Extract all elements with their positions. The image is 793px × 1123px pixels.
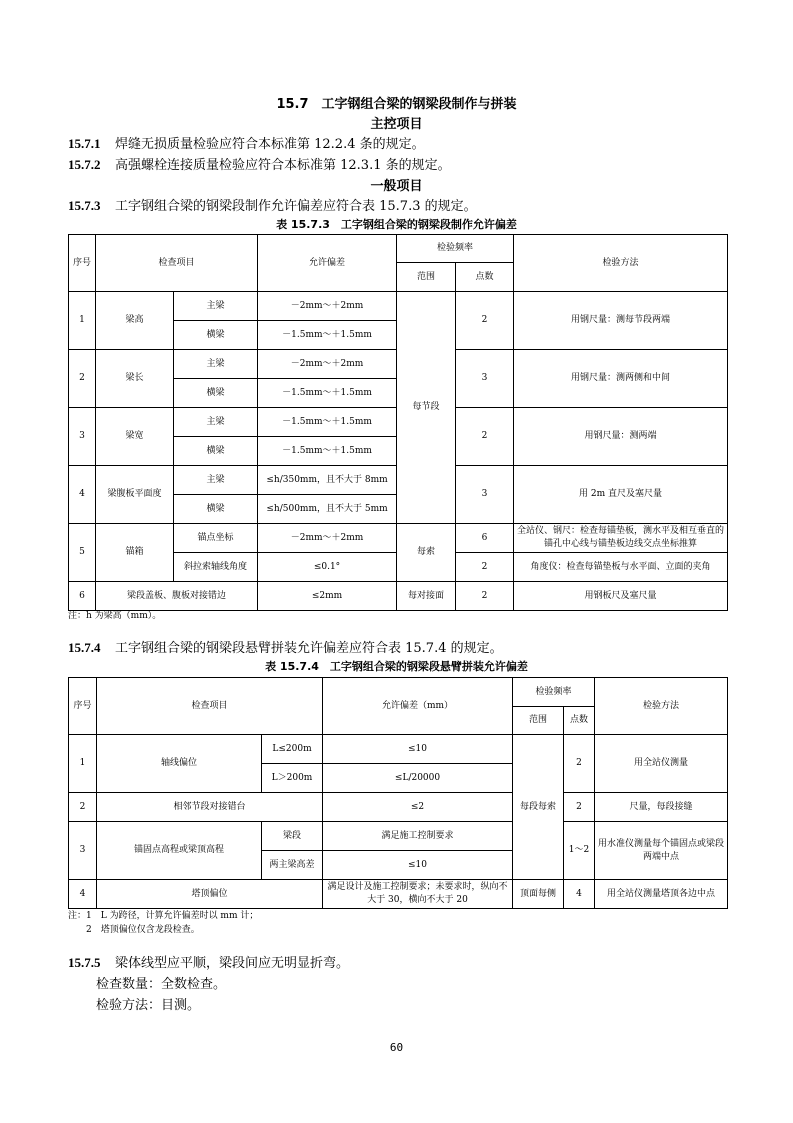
clause-number: 15.7.4: [68, 640, 101, 655]
clause-15-7-3: [68, 195, 477, 214]
cell-subitem: 横梁: [174, 321, 258, 350]
cell-range: 每索: [397, 524, 456, 582]
cell-item: 锚固点高程或梁顶高程: [97, 822, 262, 880]
cell-points: 2: [564, 793, 595, 822]
cell-subitem: 两主梁高差: [262, 851, 323, 880]
cell-points: 4: [564, 880, 595, 909]
cell-item: 塔顶偏位: [97, 880, 323, 909]
cell-method: 用钢尺量：测两端: [514, 408, 728, 466]
cell-subitem: 横梁: [174, 495, 258, 524]
cell-subitem: 主梁: [174, 466, 258, 495]
cell-method: 用钢尺量：测两侧和中间: [514, 350, 728, 408]
cell-method: 全站仪、钢尺：检查每锚垫板，测水平及相互垂直的锚孔中心线与锚垫板边线交点坐标推算: [514, 524, 728, 553]
cell-points: 2: [564, 735, 595, 793]
inspection-quantity: 检查数量：全数检查。: [96, 977, 227, 992]
table-15-7-4-note-1: 注：1 L 为跨径，计算允许偏差时以 mm 计；: [68, 911, 259, 921]
header-seq: 序号: [69, 235, 96, 292]
cell-method: 用 2m 直尺及塞尺量: [514, 466, 728, 524]
header-points: 点数: [564, 707, 595, 735]
cell-range: 每对接面: [397, 582, 456, 611]
clause-text: 梁体线型应平顺，梁段间应无明显折弯。: [115, 956, 350, 971]
cell-tolerance: ≤L/20000: [323, 764, 513, 793]
cell-subitem: 横梁: [174, 437, 258, 466]
cell-method: 用全站仪测量塔顶各边中点: [595, 880, 728, 909]
main-items-heading: 主控项目: [370, 117, 423, 132]
header-seq: 序号: [69, 678, 97, 735]
cell-tolerance: －2mm～＋2mm: [258, 350, 397, 379]
cell-seq: 3: [69, 822, 97, 880]
cell-tolerance: ≤2: [323, 793, 513, 822]
cell-points: 3: [456, 466, 514, 524]
cell-item: 轴线偏位: [97, 735, 262, 793]
cell-method: 用水准仪测量每个锚固点或梁段两端中点: [595, 822, 728, 880]
header-points: 点数: [456, 263, 514, 292]
section-title: [0, 93, 793, 112]
header-item: 检查项目: [96, 235, 258, 292]
cell-subitem: 锚点坐标: [174, 524, 258, 553]
page-number: 60: [389, 1041, 404, 1054]
cell-tolerance: －1.5mm～＋1.5mm: [258, 437, 397, 466]
cell-seq: 2: [69, 793, 97, 822]
clause-text: 高强螺栓连接质量检验应符合本标准第 12.3.1 条的规定。: [115, 158, 451, 173]
cell-item: 梁腹板平面度: [96, 466, 174, 524]
cell-points: 2: [456, 292, 514, 350]
clause-number: 15.7.5: [68, 955, 101, 970]
cell-subitem: 斜拉索轴线角度: [174, 553, 258, 582]
clause-15-7-1: [68, 133, 425, 152]
cell-seq: 6: [69, 582, 96, 611]
cell-range-segment: 每节段: [397, 292, 456, 524]
clause-number: 15.7.2: [68, 157, 101, 172]
clause-15-7-2: [68, 154, 451, 173]
cell-tolerance: ≤10: [323, 735, 513, 764]
cell-seq: 1: [69, 292, 96, 350]
cell-tolerance: ≤h/350mm，且不大于 8mm: [258, 466, 397, 495]
section-title-text: 工字钢组合梁的钢梁段制作与拼装: [321, 97, 517, 112]
cell-range: 顶面每侧: [513, 880, 564, 909]
section-number: 15.7: [276, 97, 309, 112]
cell-seq: 5: [69, 524, 96, 582]
cell-method: 用钢尺量：测每节段两端: [514, 292, 728, 350]
table-15-7-4-note-2: 2 塔顶偏位仅含龙段检查。: [68, 925, 200, 935]
cell-tolerance: －1.5mm～＋1.5mm: [258, 379, 397, 408]
table-15-7-4: [68, 677, 728, 909]
cell-tolerance: －2mm～＋2mm: [258, 524, 397, 553]
header-frequency: 检验频率: [397, 235, 514, 263]
cell-points: 2: [456, 582, 514, 611]
cell-tolerance: 满足设计及施工控制要求；未要求时，纵向不大于 30，横向不大于 20: [323, 880, 513, 909]
cell-item: 梁高: [96, 292, 174, 350]
header-method: 检验方法: [595, 678, 728, 735]
clause-text: 工字钢组合梁的钢梁段悬臂拼装允许偏差应符合表 15.7.4 的规定。: [115, 641, 503, 656]
clause-15-7-4: [68, 637, 503, 656]
header-tolerance: 允许偏差（mm）: [323, 678, 513, 735]
cell-item: 梁宽: [96, 408, 174, 466]
cell-seq: 1: [69, 735, 97, 793]
table-15-7-3-caption: 表 15.7.3 工字钢组合梁的钢梁段制作允许偏差: [276, 218, 517, 231]
inspection-method: 检验方法：目测。: [96, 998, 201, 1013]
cell-method: 尺量，每段接缝: [595, 793, 728, 822]
cell-tolerance: ≤h/500mm，且不大于 5mm: [258, 495, 397, 524]
cell-method: 用全站仪测量: [595, 735, 728, 793]
cell-item: 锚箱: [96, 524, 174, 582]
cell-tolerance: ≤2mm: [258, 582, 397, 611]
cell-seq: 3: [69, 408, 96, 466]
header-method: 检验方法: [514, 235, 728, 292]
cell-range-segment: 每段每索: [513, 735, 564, 880]
clause-number: 15.7.1: [68, 136, 101, 151]
cell-subitem: 梁段: [262, 822, 323, 851]
cell-seq: 4: [69, 466, 96, 524]
cell-tolerance: ≤0.1°: [258, 553, 397, 582]
clause-text: 焊缝无损质量检验应符合本标准第 12.2.4 条的规定。: [115, 137, 425, 152]
header-range: 范围: [397, 263, 456, 292]
cell-tolerance: －1.5mm～＋1.5mm: [258, 408, 397, 437]
cell-tolerance: －1.5mm～＋1.5mm: [258, 321, 397, 350]
clause-15-7-5: [68, 952, 349, 971]
cell-subitem: L＞200m: [262, 764, 323, 793]
cell-tolerance: ≤10: [323, 851, 513, 880]
cell-tolerance: 满足施工控制要求: [323, 822, 513, 851]
cell-subitem: 主梁: [174, 292, 258, 321]
clause-number: 15.7.3: [68, 198, 101, 213]
cell-points: 1～2: [564, 822, 595, 880]
cell-method: 角度仪：检查每锚垫板与水平面、立面的夹角: [514, 553, 728, 582]
clause-text: 工字钢组合梁的钢梁段制作允许偏差应符合表 15.7.3 的规定。: [115, 199, 477, 214]
cell-item: 梁长: [96, 350, 174, 408]
header-tolerance: 允许偏差: [258, 235, 397, 292]
cell-points: 2: [456, 408, 514, 466]
cell-points: 3: [456, 350, 514, 408]
header-frequency: 检验频率: [513, 678, 595, 707]
table-15-7-4-caption: 表 15.7.4 工字钢组合梁的钢梁段悬臂拼装允许偏差: [265, 660, 528, 673]
cell-subitem: 横梁: [174, 379, 258, 408]
cell-points: 6: [456, 524, 514, 553]
cell-item: 梁段盖板、腹板对接错边: [96, 582, 258, 611]
cell-tolerance: －2mm～＋2mm: [258, 292, 397, 321]
cell-points: 2: [456, 553, 514, 582]
header-item: 检查项目: [97, 678, 323, 735]
cell-method: 用钢板尺及塞尺量: [514, 582, 728, 611]
table-15-7-3: [68, 234, 728, 611]
header-range: 范围: [513, 707, 564, 735]
cell-seq: 2: [69, 350, 96, 408]
cell-subitem: L≤200m: [262, 735, 323, 764]
cell-item: 相邻节段对接错台: [97, 793, 323, 822]
table-15-7-3-note: 注：h 为梁高（mm）。: [68, 611, 162, 621]
cell-subitem: 主梁: [174, 350, 258, 379]
general-items-heading: 一般项目: [370, 179, 423, 194]
cell-subitem: 主梁: [174, 408, 258, 437]
cell-seq: 4: [69, 880, 97, 909]
